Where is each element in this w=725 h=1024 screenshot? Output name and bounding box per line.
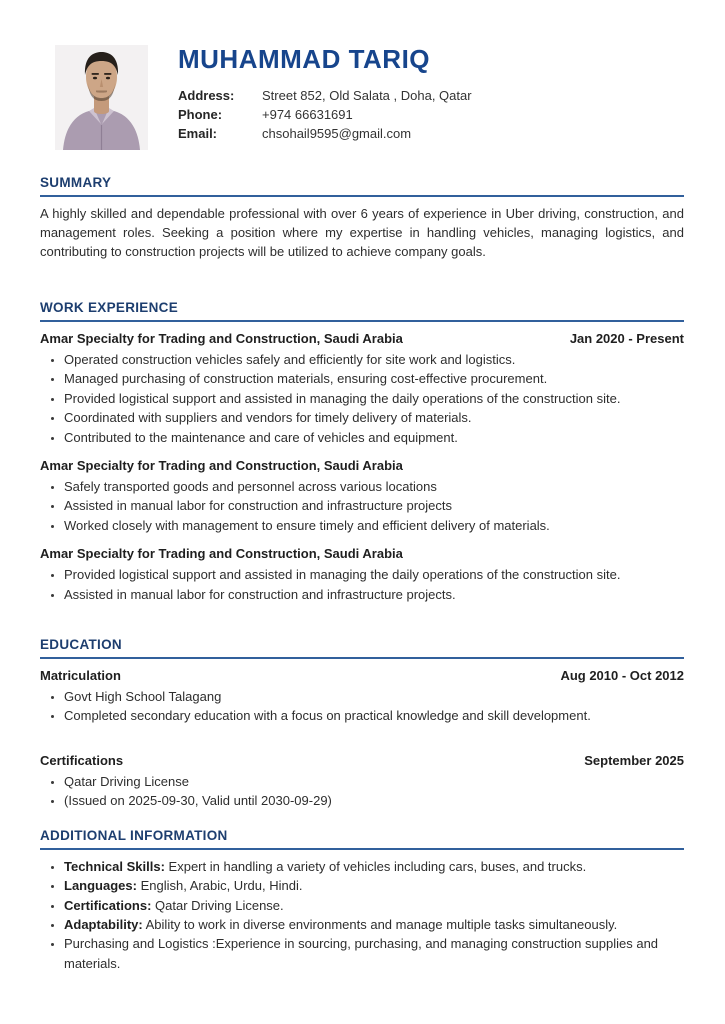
summary-text: A highly skilled and dependable professional with over 6 years of experience in Uber driving, construction, and management roles. Seeking a position where my expertise in handling vehicles, managing logistics, and contributing to construction projects will be utilized to achieve company goals. bbox=[40, 206, 684, 259]
certifications-title: Certifications bbox=[40, 752, 124, 768]
email-value: chsohail9595@gmail.com bbox=[262, 126, 412, 141]
contact-row-email bbox=[178, 124, 472, 143]
education-heading: EDUCATION bbox=[40, 638, 684, 659]
job-header bbox=[40, 329, 684, 348]
education-entry-header bbox=[40, 666, 684, 685]
contact-row-address bbox=[178, 86, 472, 105]
certification-bullet: • Qatar Driving License bbox=[64, 772, 684, 791]
address-label: Address: bbox=[178, 88, 235, 103]
info-item-text: Ability to work in diverse environments and manage multiple tasks simultaneously. bbox=[145, 916, 618, 932]
job-bullet-list bbox=[40, 350, 684, 447]
job-title: Amar Specialty for Trading and Construction, Saudi Arabia bbox=[40, 331, 403, 346]
info-item-text: Qatar Driving License. bbox=[155, 897, 284, 913]
summary-heading: SUMMARY bbox=[40, 176, 684, 197]
education-bullet: • Completed secondary education with a focus on practical knowledge and skill development. bbox=[64, 706, 684, 725]
job-entry bbox=[40, 456, 684, 535]
job-header bbox=[40, 544, 684, 563]
info-item-text: Purchasing and Logistics :Experience in sourcing, purchasing, and managing construction supplies and materials. bbox=[64, 936, 659, 971]
additional-info-item bbox=[64, 896, 684, 915]
job-entry bbox=[40, 329, 684, 447]
profile-photo-image bbox=[55, 45, 148, 150]
education-bullet: • Govt High School Talagang bbox=[64, 687, 684, 706]
job-entry bbox=[40, 544, 684, 604]
info-item-label: Technical Skills: bbox=[64, 858, 165, 874]
email-label: Email: bbox=[178, 126, 218, 141]
job-bullet: • Provided logistical support and assisted in managing the daily operations of the construction site. bbox=[64, 389, 684, 408]
additional-info-item bbox=[64, 915, 684, 934]
additional-information-heading: ADDITIONAL INFORMATION bbox=[40, 829, 684, 850]
info-item-text: Expert in handling a variety of vehicles including cars, buses, and trucks. bbox=[168, 858, 587, 874]
info-item-label: Languages: bbox=[64, 878, 137, 894]
education-entry bbox=[40, 666, 684, 726]
job-bullet: • Operated construction vehicles safely and efficiently for site work and logistics. bbox=[64, 350, 684, 369]
info-item-label: Adaptability: bbox=[64, 916, 143, 932]
job-bullet: • Safely transported goods and personnel across various locations bbox=[64, 477, 684, 496]
education-entry-header bbox=[40, 751, 684, 770]
job-bullet-list bbox=[40, 477, 684, 535]
contact-row-phone bbox=[178, 105, 472, 124]
certifications-bullet-list bbox=[40, 772, 684, 811]
section-education bbox=[40, 638, 684, 811]
education-dates: Aug 2010 - Oct 2012 bbox=[560, 668, 684, 684]
header-info bbox=[178, 45, 472, 150]
section-summary bbox=[40, 176, 684, 261]
certification-bullet: • (Issued on 2025-09-30, Valid until 2030-09-29) bbox=[64, 791, 684, 810]
certifications-dates: September 2025 bbox=[584, 752, 684, 768]
job-bullet: • Assisted in manual labor for construction and infrastructure projects bbox=[64, 496, 684, 515]
job-bullet: • Provided logistical support and assisted in managing the daily operations of the construction site. bbox=[64, 565, 684, 584]
job-title: Amar Specialty for Trading and Construction, Saudi Arabia bbox=[40, 458, 403, 474]
job-bullet: • Worked closely with management to ensure timely and efficient delivery of materials. bbox=[64, 516, 684, 535]
section-additional-information bbox=[40, 829, 684, 973]
job-bullet: • Assisted in manual labor for construction and infrastructure projects. bbox=[64, 585, 684, 604]
job-bullet: • Contributed to the maintenance and care of vehicles and equipment. bbox=[64, 428, 684, 447]
phone-label: Phone: bbox=[178, 107, 223, 122]
job-bullet: • Coordinated with suppliers and vendors for timely delivery of materials. bbox=[64, 408, 684, 427]
section-work-experience bbox=[40, 301, 684, 604]
additional-info-list bbox=[40, 857, 684, 973]
additional-info-item bbox=[64, 934, 684, 973]
education-bullet-list bbox=[40, 687, 684, 726]
work-experience-heading: WORK EXPERIENCE bbox=[40, 301, 684, 322]
resume-header bbox=[55, 45, 684, 150]
additional-info-item bbox=[64, 857, 684, 876]
job-title: Amar Specialty for Trading and Construction, Saudi Arabia bbox=[40, 546, 403, 562]
contact-block bbox=[178, 86, 472, 143]
job-header bbox=[40, 456, 684, 475]
education-entry bbox=[40, 751, 684, 811]
education-title: Matriculation bbox=[40, 668, 121, 684]
job-bullet: • Managed purchasing of construction materials, ensuring cost-effective procurement. bbox=[64, 369, 684, 388]
candidate-name: MUHAMMAD TARIQ bbox=[178, 44, 431, 74]
job-bullet-list bbox=[40, 565, 684, 604]
profile-photo bbox=[55, 45, 148, 150]
info-item-label: Certifications: bbox=[64, 897, 152, 913]
address-value: Street 852, Old Salata , Doha, Qatar bbox=[262, 88, 472, 103]
job-dates: Jan 2020 - Present bbox=[569, 331, 684, 346]
phone-value: +974 66631691 bbox=[262, 107, 353, 122]
info-item-text: English, Arabic, Urdu, Hindi. bbox=[140, 878, 303, 894]
additional-info-item bbox=[64, 876, 684, 895]
